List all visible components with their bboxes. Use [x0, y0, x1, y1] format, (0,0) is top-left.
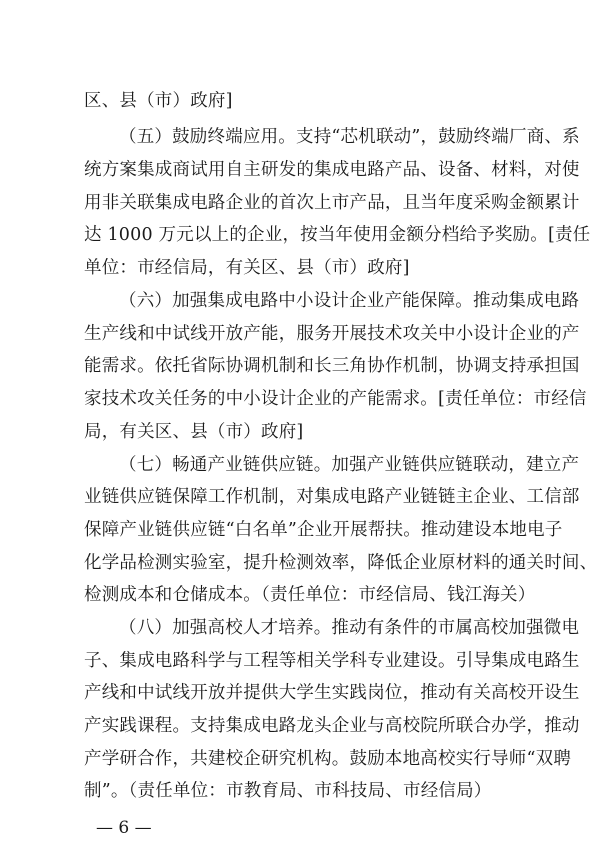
text-line: 产学研合作，共建校企研究机构。鼓励本地高校实行导师“双聘 — [84, 749, 572, 769]
text-line: 生产线和中试线开放产能，服务开展技术攻关中小设计企业的产 — [84, 324, 580, 344]
paragraph-7-heading-line: （七）畅通产业链供应链。加强产业链供应链联动，建立产 — [119, 455, 580, 475]
text-line: 化学品检测实验室，提升检测效率，降低企业原材料的通关时间、 — [84, 553, 598, 573]
page-number: — 6 — — [96, 818, 152, 838]
text-line: 子、集成电路科学与工程等相关学科专业建设。引导集成电路生 — [84, 651, 580, 671]
text-line: 产线和中试线开放并提供大学生实践岗位，推动有关高校开设生 — [84, 683, 580, 703]
text-line: 单位：市经信局，有关区、县（市）政府] — [84, 258, 410, 278]
text-line: 能需求。依托省际协调机制和长三角协作机制，协调支持承担国 — [84, 356, 580, 376]
text-line: 局，有关区、县（市）政府] — [84, 422, 304, 442]
text-line: 保障产业链供应链“白名单”企业开展帮扶。推动建设本地电子 — [84, 520, 563, 540]
text-line: 家技术攻关任务的中小设计企业的产能需求。[责任单位：市经信 — [84, 389, 587, 409]
text-line: 区、县（市）政府] — [84, 91, 233, 111]
text-line: 统方案集成商试用自主研发的集成电路产品、设备、材料，对使 — [84, 160, 580, 180]
paragraph-5-heading-line: （五）鼓励终端应用。支持“芯机联动”，鼓励终端厂商、系 — [119, 127, 580, 147]
text-line: 产实践课程。支持集成电路龙头企业与高校院所联合办学，推动 — [84, 716, 580, 736]
text-line: 制”。（责任单位：市教育局、市科技局、市经信局） — [84, 781, 492, 801]
paragraph-8-heading-line: （八）加强高校人才培养。推动有条件的市属高校加强微电 — [119, 618, 580, 638]
text-line: 检测成本和仓储成本。（责任单位：市经信局、钱江海关） — [84, 585, 536, 605]
text-line: 用非关联集成电路企业的首次上市产品，且当年度采购金额累计 — [84, 193, 580, 213]
text-line: 达 1000 万元以上的企业，按当年使用金额分档给予奖励。[责任 — [84, 225, 591, 245]
paragraph-6-heading-line: （六）加强集成电路中小设计企业产能保障。推动集成电路 — [119, 291, 580, 311]
text-line: 业链供应链保障工作机制，对集成电路产业链链主企业、工信部 — [84, 487, 580, 507]
